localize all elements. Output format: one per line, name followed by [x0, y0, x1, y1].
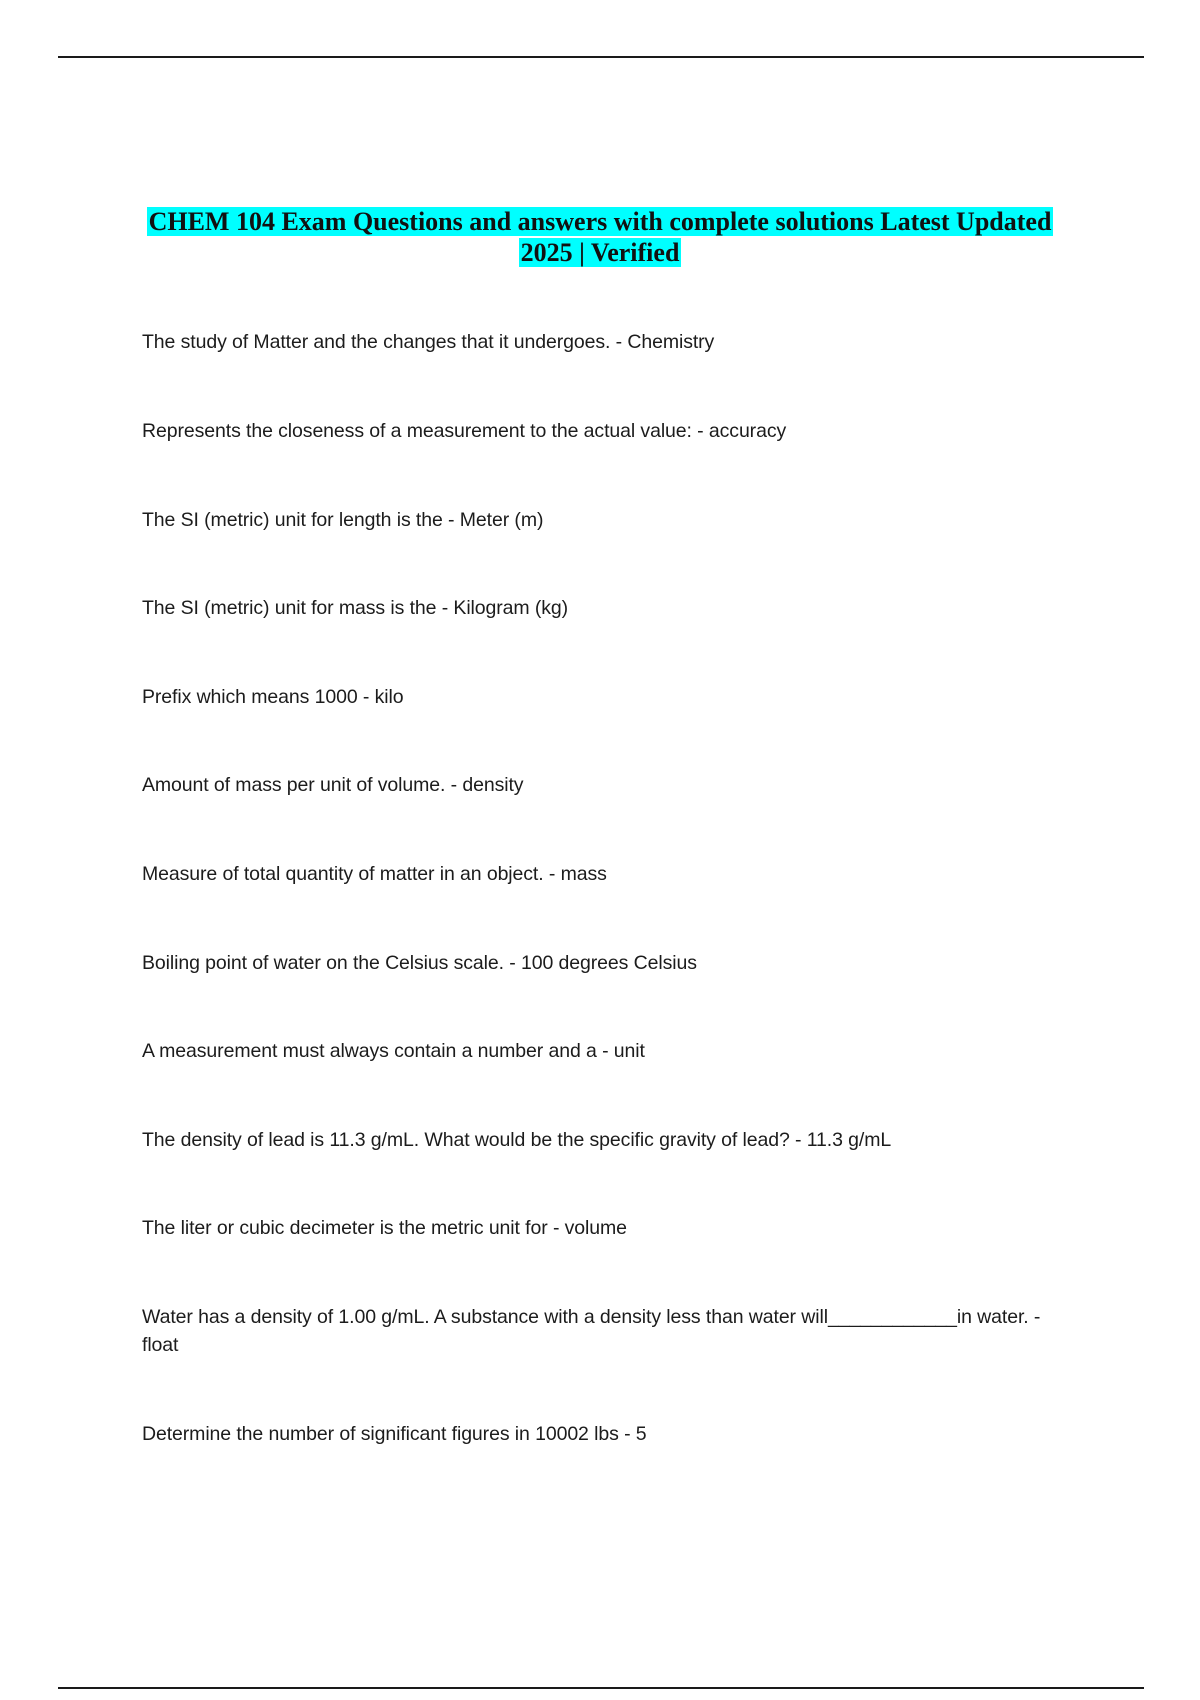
bottom-rule: [58, 1687, 1144, 1689]
qa-item: Boiling point of water on the Celsius scale. - 100 degrees Celsius: [142, 952, 697, 974]
qa-item: Amount of mass per unit of volume. - density: [142, 774, 524, 796]
qa-item: The density of lead is 11.3 g/mL. What would be the specific gravity of lead? - 11.3 g/mL: [142, 1129, 892, 1151]
qa-item: A measurement must always contain a number and a - unit: [142, 1040, 645, 1062]
qa-item: Prefix which means 1000 - kilo: [142, 686, 404, 708]
document-title-text: CHEM 104 Exam Questions and answers with complete solutions Latest Updated 2025 | Verified: [148, 207, 1052, 267]
qa-item: The study of Matter and the changes that it undergoes. - Chemistry: [142, 331, 715, 353]
qa-item: The SI (metric) unit for length is the - Meter (m): [142, 509, 544, 531]
document-title: [130, 206, 1070, 268]
qa-item: Measure of total quantity of matter in an object. - mass: [142, 863, 607, 885]
qa-item: The liter or cubic decimeter is the metric unit for - volume: [142, 1217, 627, 1239]
qa-item: Determine the number of significant figures in 10002 lbs - 5: [142, 1423, 647, 1445]
qa-item: Represents the closeness of a measurement to the actual value: - accuracy: [142, 420, 787, 442]
qa-item: Water has a density of 1.00 g/mL. A substance with a density less than water will____________in water. - float: [142, 1306, 1041, 1356]
top-rule: [58, 56, 1144, 58]
qa-item: The SI (metric) unit for mass is the - Kilogram (kg): [142, 597, 569, 619]
